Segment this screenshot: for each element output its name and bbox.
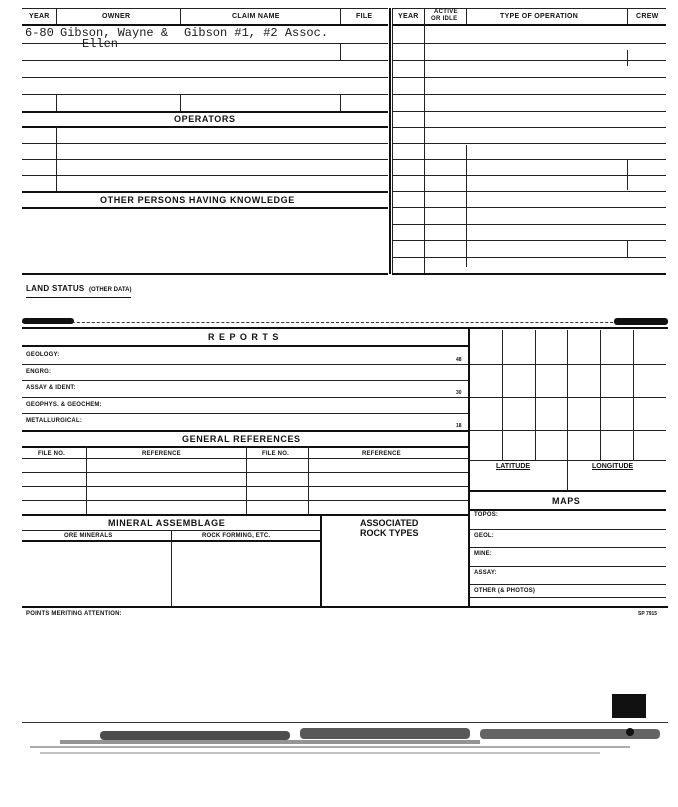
rule <box>246 446 247 514</box>
rule <box>22 60 388 61</box>
other-persons-title: OTHER PERSONS HAVING KNOWLEDGE <box>100 195 295 205</box>
longitude-label: LONGITUDE <box>592 463 634 470</box>
header-owner: OWNER <box>102 13 131 20</box>
report-num-assay: 30 <box>456 390 462 396</box>
rule <box>470 597 666 598</box>
rule <box>22 514 468 516</box>
rule <box>392 191 666 192</box>
rule <box>22 606 668 608</box>
rule <box>424 8 425 274</box>
smudge <box>614 318 668 325</box>
rule <box>470 430 666 431</box>
rule <box>535 330 536 460</box>
rule <box>470 364 666 365</box>
ref-header-file-no-2: FILE NO. <box>262 451 289 457</box>
rule <box>22 94 388 95</box>
rule <box>22 322 668 323</box>
rule <box>22 364 468 365</box>
rule <box>22 207 388 209</box>
rule <box>392 175 666 176</box>
rule <box>22 191 388 193</box>
rule <box>22 111 388 113</box>
claim-name-cell: Gibson #1, #2 Assoc. <box>184 26 329 40</box>
header-claim-name: CLAIM NAME <box>232 13 280 20</box>
scan-smear <box>60 740 480 744</box>
rule <box>56 127 57 191</box>
scan-smear <box>100 731 290 740</box>
header-year: YEAR <box>29 13 50 20</box>
report-label-engrg: ENGRG: <box>26 369 52 375</box>
rule <box>22 43 388 44</box>
ore-minerals-header: ORE MINERALS <box>64 533 113 539</box>
report-label-metallurgical: METALLURGICAL: <box>26 418 83 424</box>
rule <box>392 273 666 275</box>
rule <box>392 159 666 160</box>
ops-header-active: ACTIVE <box>434 9 458 15</box>
land-status-section <box>26 278 131 298</box>
rule <box>22 8 388 9</box>
latitude-label: LATITUDE <box>496 463 531 470</box>
rule <box>468 327 470 606</box>
rule <box>340 8 341 24</box>
maps-topos: TOPOS: <box>474 512 499 518</box>
rule <box>392 60 666 61</box>
rule <box>22 380 468 381</box>
associated-rock-types-line1: ASSOCIATED <box>360 518 419 528</box>
rule <box>627 240 628 258</box>
rule <box>392 240 666 241</box>
ops-header-crew: CREW <box>636 13 659 20</box>
ops-header-year: YEAR <box>398 13 419 20</box>
rule <box>56 8 57 24</box>
operators-title: OPERATORS <box>174 114 236 124</box>
land-status-label: LAND STATUS <box>26 284 85 293</box>
rule <box>22 345 468 347</box>
rule <box>470 460 666 461</box>
ref-header-file-no-1: FILE NO. <box>38 451 65 457</box>
rule <box>470 490 666 492</box>
report-label-geology: GEOLOGY: <box>26 352 60 358</box>
rule <box>627 8 628 24</box>
rule <box>22 273 388 275</box>
rule <box>389 8 391 274</box>
rule <box>22 472 468 473</box>
rule <box>180 8 181 24</box>
land-status-sub: (OTHER DATA) <box>89 287 132 293</box>
rule <box>392 207 666 208</box>
ref-header-reference-1: REFERENCE <box>142 451 181 457</box>
rule <box>502 330 503 460</box>
rule <box>567 330 568 490</box>
rule <box>392 257 666 258</box>
rule <box>340 94 341 111</box>
rule <box>22 159 388 160</box>
rule <box>22 77 388 78</box>
rule <box>470 529 666 530</box>
rule <box>22 143 388 144</box>
claim-owner-cell-line2: Ellen <box>82 37 119 51</box>
form-number: SP 7915 <box>638 611 658 617</box>
rule <box>180 94 181 111</box>
rule <box>22 430 468 432</box>
rule <box>22 722 668 723</box>
rule <box>633 330 634 460</box>
rule <box>320 514 322 606</box>
rule <box>600 330 601 460</box>
rule <box>392 43 666 44</box>
rule <box>171 530 172 606</box>
rule <box>22 175 388 176</box>
rule <box>340 43 341 60</box>
rule <box>22 327 668 329</box>
claim-owner-cell: Gibson, Wayne & <box>60 26 169 40</box>
rule <box>392 127 666 128</box>
rule <box>392 224 666 225</box>
rule <box>22 446 468 448</box>
rule <box>308 446 309 514</box>
scan-dot <box>626 728 634 736</box>
rule <box>22 413 468 414</box>
rule <box>22 500 468 501</box>
report-num-geology: 48 <box>456 357 462 363</box>
reports-title: R E P O R T S <box>208 332 280 342</box>
rule <box>22 126 388 128</box>
rule <box>392 94 666 95</box>
associated-rock-types-line2: ROCK TYPES <box>360 528 419 538</box>
maps-geol: GEOL: <box>474 533 494 539</box>
rule <box>470 566 666 567</box>
rock-forming-header: ROCK FORMING, ETC. <box>202 533 271 539</box>
rule <box>56 94 57 111</box>
report-label-geophys: GEOPHYS. & GEOCHEM: <box>26 402 102 408</box>
header-file: FILE <box>356 13 373 20</box>
rule <box>466 8 467 24</box>
scan-smear <box>40 752 600 754</box>
scan-smear <box>300 728 470 739</box>
rule <box>392 77 666 78</box>
general-references-title: GENERAL REFERENCES <box>182 434 301 444</box>
maps-mine: MINE: <box>474 551 492 557</box>
rule <box>392 24 666 26</box>
ref-header-reference-2: REFERENCE <box>362 451 401 457</box>
maps-other: OTHER (& PHOTOS) <box>474 588 536 594</box>
report-num-metallurgical: 18 <box>456 423 462 429</box>
rule <box>22 397 468 398</box>
claim-year-cell: 6-80 <box>25 26 54 40</box>
rule <box>22 486 468 487</box>
points-meriting-attention-label: POINTS MERITING ATTENTION: <box>26 611 122 617</box>
smudge <box>22 318 74 324</box>
rule <box>466 145 467 267</box>
ops-header-idle: OR IDLE <box>431 16 458 22</box>
rule <box>392 143 666 144</box>
rule <box>86 446 87 514</box>
scan-block <box>612 694 646 718</box>
maps-title: MAPS <box>552 496 581 506</box>
rule <box>392 8 393 274</box>
rule <box>470 397 666 398</box>
scan-smear <box>30 746 630 748</box>
maps-assay: ASSAY: <box>474 570 497 576</box>
rule <box>470 547 666 548</box>
rule <box>22 458 468 459</box>
rule <box>470 584 666 585</box>
ops-header-type: TYPE OF OPERATION <box>500 13 579 20</box>
rule <box>627 50 628 66</box>
rule <box>392 111 666 112</box>
rule <box>470 509 666 511</box>
mineral-assemblage-title: MINERAL ASSEMBLAGE <box>108 518 226 528</box>
report-label-assay: ASSAY & IDENT: <box>26 385 76 391</box>
